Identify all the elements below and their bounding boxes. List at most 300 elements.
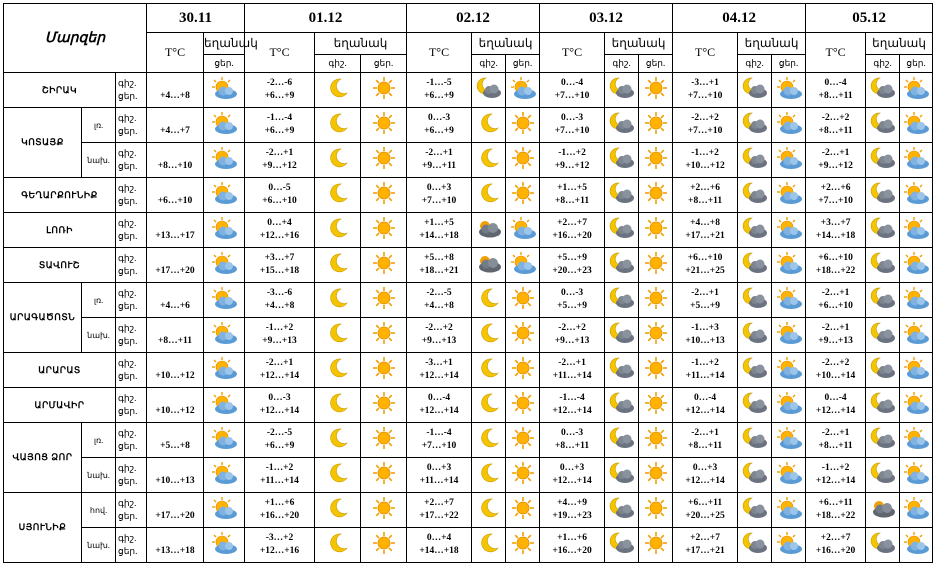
temp-cell [673, 143, 738, 178]
moon-cloud-icon [742, 532, 768, 559]
night-icon-cell [738, 213, 772, 248]
night-icon-cell [738, 493, 772, 528]
temp-cell [147, 353, 204, 388]
night-icon-cell [738, 423, 772, 458]
sun-icon [511, 321, 535, 350]
table-row [4, 283, 933, 318]
temp-day: +10…+14 [815, 371, 856, 381]
moon-icon [327, 322, 349, 349]
partly-cloudy-icon [902, 426, 930, 455]
temp-night: 0…+3 [426, 183, 452, 193]
moon-icon [327, 77, 349, 104]
weather-icon-cell [204, 493, 245, 528]
temp-night: 0…-4 [560, 78, 584, 88]
partly-cloudy-icon [775, 356, 803, 385]
temp-day: +6…+9 [264, 91, 295, 101]
moon-cloud-icon [870, 252, 896, 279]
temp-night: 0…-5 [268, 183, 291, 193]
day-icon-cell [639, 73, 673, 108]
partly-cloudy-icon [210, 391, 238, 420]
night-icon-cell [866, 143, 900, 178]
temp-day: +6…+10 [157, 196, 193, 206]
sun-icon [372, 496, 396, 525]
day-label: ցեր. [118, 476, 138, 486]
day-icon-cell [361, 178, 407, 213]
temp-day: +16…+20 [259, 511, 300, 521]
partly-cloudy-icon [775, 426, 803, 455]
temp-cell [806, 388, 866, 423]
night-icon-cell [605, 318, 639, 353]
temp-day: +10…+12 [155, 406, 195, 416]
moon-cloud-icon [870, 357, 896, 384]
sun-icon [511, 426, 535, 455]
night-icon-cell [605, 73, 639, 108]
sun-icon [511, 181, 535, 210]
partly-cloudy-icon [902, 321, 930, 350]
night-label: գիշ. [118, 218, 137, 228]
region-name: ԿՈՏԱՅՔ [4, 108, 82, 178]
temp-day: +15…+18 [259, 266, 300, 276]
day-icon-cell [772, 493, 806, 528]
temp-cell [245, 213, 315, 248]
temp-day: +17…+22 [419, 511, 459, 521]
day-icon-cell [361, 318, 407, 353]
day-header: ցեր. [204, 55, 245, 73]
temp-cell [147, 318, 204, 353]
temp-cell [245, 493, 315, 528]
night-icon-cell [315, 353, 361, 388]
forecast-table [3, 3, 933, 563]
night-label: գիշ. [118, 253, 137, 263]
temp-cell [147, 493, 204, 528]
night-label: գիշ. [118, 393, 137, 403]
temp-cell [540, 458, 605, 493]
partly-cloudy-icon [210, 286, 238, 315]
temp-day: +12…+14 [419, 371, 459, 381]
partly-cloudy-icon [902, 146, 930, 175]
day-icon-cell [900, 108, 933, 143]
moon-icon [327, 532, 349, 559]
region-name: ՇԻՐԱԿ [4, 73, 116, 108]
temp-cell [673, 493, 738, 528]
temp-day: +18…+21 [419, 266, 459, 276]
table-row [4, 108, 933, 143]
day-icon-cell [639, 248, 673, 283]
period-labels [116, 353, 147, 388]
weather-icon-cell [204, 108, 245, 143]
temp-night: +1…+5 [424, 218, 454, 228]
night-icon-cell [472, 143, 506, 178]
partly-cloudy-icon [210, 146, 238, 175]
partly-cloudy-icon [902, 286, 930, 315]
temp-day: +7…+10 [421, 196, 457, 206]
temp-cell [806, 283, 866, 318]
night-icon-cell [472, 353, 506, 388]
night-icon-cell [738, 458, 772, 493]
temp-cell [147, 458, 204, 493]
moon-icon [478, 357, 500, 384]
sun-icon [644, 321, 668, 350]
weather-icon-cell [204, 73, 245, 108]
table-row [4, 178, 933, 213]
subregion-label: նախ. [82, 318, 116, 353]
temp-day: +12…+14 [685, 406, 725, 416]
day-icon-cell [506, 143, 540, 178]
day-icon-cell [772, 108, 806, 143]
temp-night: -2…+2 [691, 113, 719, 123]
night-icon-cell [866, 388, 900, 423]
temp-night: +6…+10 [687, 253, 723, 263]
sun-icon [372, 531, 396, 560]
night-icon-cell [605, 353, 639, 388]
temp-night: 0…+4 [267, 218, 292, 228]
table-row [4, 458, 933, 493]
night-icon-cell [605, 178, 639, 213]
period-labels [116, 388, 147, 423]
night-label: գիշ. [118, 78, 137, 88]
weather-icon-cell [204, 458, 245, 493]
moon-icon [478, 287, 500, 314]
temp-day: +12…+16 [259, 231, 300, 241]
day-icon-cell [772, 318, 806, 353]
day-icon-cell [900, 423, 933, 458]
period-labels [116, 248, 147, 283]
temp-night: 0…-4 [427, 393, 451, 403]
temp-night: +5…+9 [557, 253, 587, 263]
temp-cell [673, 248, 738, 283]
temp-night: -2…-5 [266, 428, 293, 438]
moon-icon [478, 392, 500, 419]
temp-night: -2…+1 [821, 428, 850, 438]
moon-cloud-icon [742, 112, 768, 139]
temp-night: -2…+1 [558, 358, 586, 368]
temp-cell [147, 248, 204, 283]
temp-night: 0…-4 [824, 393, 847, 403]
temp-day: +6…+9 [424, 126, 454, 136]
temp-day: +14…+18 [815, 231, 856, 241]
temp-night: -2…+1 [691, 428, 719, 438]
temp-cell [806, 528, 866, 563]
temp-night: 0…+3 [559, 463, 585, 473]
temp-cell [540, 178, 605, 213]
moon-cloud-icon [609, 357, 635, 384]
partly-cloudy-icon [775, 391, 803, 420]
temp-cell [245, 143, 315, 178]
moon-icon [327, 147, 349, 174]
moon-cloud-icon [870, 532, 896, 559]
table-row [4, 388, 933, 423]
temp-cell [407, 178, 472, 213]
night-label: գիշ. [118, 323, 137, 333]
day-icon-cell [772, 143, 806, 178]
temp-day: +9…+12 [554, 161, 590, 171]
temp-cell [673, 528, 738, 563]
sun-icon [372, 146, 396, 175]
temp-day: +8…+11 [818, 91, 853, 101]
night-icon-cell [472, 178, 506, 213]
day-icon-cell [639, 318, 673, 353]
day-label: ցեր. [118, 441, 138, 451]
day-header: ցեր. [900, 55, 933, 73]
night-label: գիշ. [118, 288, 137, 298]
night-header: գիշ. [738, 55, 772, 73]
temp-night: +2…+7 [820, 533, 851, 543]
weather-icon-cell [204, 248, 245, 283]
day-icon-cell [361, 423, 407, 458]
day-icon-cell [506, 528, 540, 563]
partly-cloudy-icon [210, 111, 238, 140]
day-label: ցեր. [118, 161, 138, 171]
night-icon-cell [605, 493, 639, 528]
moon-cloud-icon [870, 287, 896, 314]
sun-icon [511, 111, 535, 140]
day-icon-cell [361, 493, 407, 528]
temp-day: +8…+11 [555, 441, 590, 451]
day-label: ցեր. [118, 511, 138, 521]
weather-icon-cell [204, 213, 245, 248]
table-row [4, 528, 933, 563]
moon-icon [478, 497, 500, 524]
region-name: ԱՐԱԳԱԾՈՏՆ [4, 283, 82, 353]
temp-cell [806, 143, 866, 178]
moon-cloud-icon [609, 112, 635, 139]
temp-night: 0…+3 [692, 463, 718, 473]
day-icon-cell [506, 178, 540, 213]
partly-cloudy-icon [902, 496, 930, 525]
temp-cell [806, 108, 866, 143]
moon-icon [478, 427, 500, 454]
day-label: ցեր. [118, 266, 138, 276]
table-row [4, 213, 933, 248]
temp-cell [245, 178, 315, 213]
night-icon-cell [866, 318, 900, 353]
partly-cloudy-icon [775, 251, 803, 280]
partly-cloudy-icon [210, 426, 238, 455]
temp-night: +1…+6 [557, 533, 587, 543]
temp-day: +7…+10 [687, 91, 723, 101]
night-label: գիշ. [118, 183, 137, 193]
temp-night: -1…+2 [265, 463, 294, 473]
day-label: ցեր. [118, 336, 138, 346]
date-header: 04.12 [673, 4, 806, 33]
moon-cloud-icon [742, 182, 768, 209]
temp-cell [673, 423, 738, 458]
day-icon-cell [772, 528, 806, 563]
temp-day: +6…+10 [818, 301, 853, 311]
temp-night: -2…+1 [821, 323, 850, 333]
subregion-label: նախ. [82, 143, 116, 178]
temp-cell [673, 213, 738, 248]
night-icon-cell [315, 318, 361, 353]
night-header: գիշ. [605, 55, 639, 73]
temp-cell [806, 493, 866, 528]
temp-night: +2…+7 [424, 498, 454, 508]
table-row [4, 73, 933, 108]
temp-night: -2…+2 [821, 113, 850, 123]
region-name: ՏԱՎՈՒՇ [4, 248, 116, 283]
temp-day: +17…+21 [685, 546, 725, 556]
temp-day: +12…+16 [259, 546, 300, 556]
temp-day: +19…+23 [552, 511, 592, 521]
temp-day: +18…+22 [815, 266, 856, 276]
partly-cloudy-icon [902, 76, 930, 105]
night-label: գիշ. [118, 498, 137, 508]
temp-day: +7…+10 [687, 126, 723, 136]
night-icon-cell [866, 248, 900, 283]
moon-cloud-icon [476, 77, 502, 104]
temp-cell [147, 73, 204, 108]
region-name: ԳԵՂԱՐՔՈՒՆԻՔ [4, 178, 116, 213]
period-labels [116, 528, 147, 563]
subregion-label: նախ. [82, 528, 116, 563]
partly-cloudy-icon [509, 76, 537, 105]
night-icon-cell [605, 528, 639, 563]
temp-night: -1…+2 [265, 323, 294, 333]
period-labels [116, 143, 147, 178]
partly-cloudy-icon [902, 216, 930, 245]
day-label: ցեր. [118, 231, 138, 241]
day-icon-cell [639, 458, 673, 493]
temp-day: +8…+11 [818, 126, 853, 136]
temp-night: 0…-3 [268, 393, 291, 403]
temp-night: -2…-5 [426, 288, 452, 298]
temp-day: +8…+11 [157, 336, 193, 346]
period-labels [116, 458, 147, 493]
sun-icon [644, 496, 668, 525]
day-icon-cell [639, 178, 673, 213]
temp-cell [147, 423, 204, 458]
day-icon-cell [900, 283, 933, 318]
moon-icon [478, 462, 500, 489]
date-header: 05.12 [806, 4, 933, 33]
night-icon-cell [315, 143, 361, 178]
temp-cell [540, 213, 605, 248]
moon-cloud-icon [609, 252, 635, 279]
temp-night: 0…-4 [693, 393, 717, 403]
day-icon-cell [506, 73, 540, 108]
temp-cell [673, 73, 738, 108]
temp-cell [407, 528, 472, 563]
temp-day: +7…+10 [818, 196, 853, 206]
temp-cell [407, 283, 472, 318]
weather-icon-cell [204, 388, 245, 423]
temp-night: +2…+6 [690, 183, 720, 193]
night-icon-cell [866, 353, 900, 388]
temp-night: +1…+6 [264, 498, 295, 508]
night-icon-cell [472, 108, 506, 143]
night-icon-cell [738, 108, 772, 143]
moon-cloud-icon [870, 427, 896, 454]
moon-cloud-icon [742, 217, 768, 244]
moon-icon [327, 182, 349, 209]
sun-icon [644, 76, 668, 105]
temp-day: +10…+12 [685, 161, 725, 171]
temp-day: +4…+7 [160, 126, 190, 136]
night-icon-cell [315, 108, 361, 143]
temp-day: +8…+11 [688, 196, 723, 206]
date-header: 02.12 [407, 4, 540, 33]
period-labels [116, 108, 147, 143]
temp-night: +4…+8 [690, 218, 720, 228]
temp-cell [147, 388, 204, 423]
sun-icon [644, 356, 668, 385]
night-icon-cell [472, 213, 506, 248]
table-row [4, 248, 933, 283]
night-label: գիշ. [118, 533, 137, 543]
night-icon-cell [315, 213, 361, 248]
sun-icon [511, 496, 535, 525]
day-label: ցեր. [118, 371, 138, 381]
cloud-dark-icon [870, 497, 896, 524]
moon-cloud-icon [609, 217, 635, 244]
temp-night: +1…+5 [557, 183, 587, 193]
temp-day: +5…+9 [557, 301, 587, 311]
day-icon-cell [900, 493, 933, 528]
period-labels [116, 213, 147, 248]
night-icon-cell [866, 528, 900, 563]
day-icon-cell [506, 248, 540, 283]
moon-icon [327, 427, 349, 454]
weather-icon-cell [204, 353, 245, 388]
moon-cloud-icon [742, 287, 768, 314]
temp-header: T°C [147, 33, 204, 73]
temp-cell [540, 143, 605, 178]
temp-header: T°C [673, 33, 738, 73]
temp-cell [407, 353, 472, 388]
day-icon-cell [506, 493, 540, 528]
day-label: ցեր. [118, 91, 138, 101]
partly-cloudy-icon [775, 216, 803, 245]
day-icon-cell [900, 318, 933, 353]
day-icon-cell [639, 493, 673, 528]
temp-cell [806, 423, 866, 458]
moon-cloud-icon [742, 357, 768, 384]
weather-header: եղանակ [866, 33, 933, 55]
temp-day: +12…+14 [259, 406, 300, 416]
temp-cell [673, 283, 738, 318]
temp-day: +12…+14 [419, 406, 459, 416]
day-icon-cell [772, 73, 806, 108]
temp-cell [673, 353, 738, 388]
temp-day: +14…+18 [419, 231, 459, 241]
night-icon-cell [472, 73, 506, 108]
temp-night: +6…+11 [818, 498, 853, 508]
day-icon-cell [772, 353, 806, 388]
temp-day: +7…+10 [421, 441, 457, 451]
temp-night: -2…+1 [691, 288, 719, 298]
date-header: 30.11 [147, 4, 245, 33]
sun-icon [644, 531, 668, 560]
moon-cloud-icon [870, 322, 896, 349]
day-icon-cell [506, 458, 540, 493]
moon-cloud-icon [870, 462, 896, 489]
night-label: գիշ. [118, 428, 137, 438]
night-icon-cell [605, 423, 639, 458]
night-icon-cell [866, 108, 900, 143]
day-icon-cell [639, 108, 673, 143]
night-icon-cell [866, 493, 900, 528]
night-icon-cell [605, 458, 639, 493]
sun-icon [644, 426, 668, 455]
day-icon-cell [361, 283, 407, 318]
temp-cell [540, 248, 605, 283]
temp-day: +13…+17 [155, 231, 195, 241]
partly-cloudy-icon [210, 76, 238, 105]
temp-header: T°C [806, 33, 866, 73]
temp-night: -1…+2 [691, 148, 719, 158]
day-icon-cell [900, 213, 933, 248]
moon-icon [478, 112, 500, 139]
